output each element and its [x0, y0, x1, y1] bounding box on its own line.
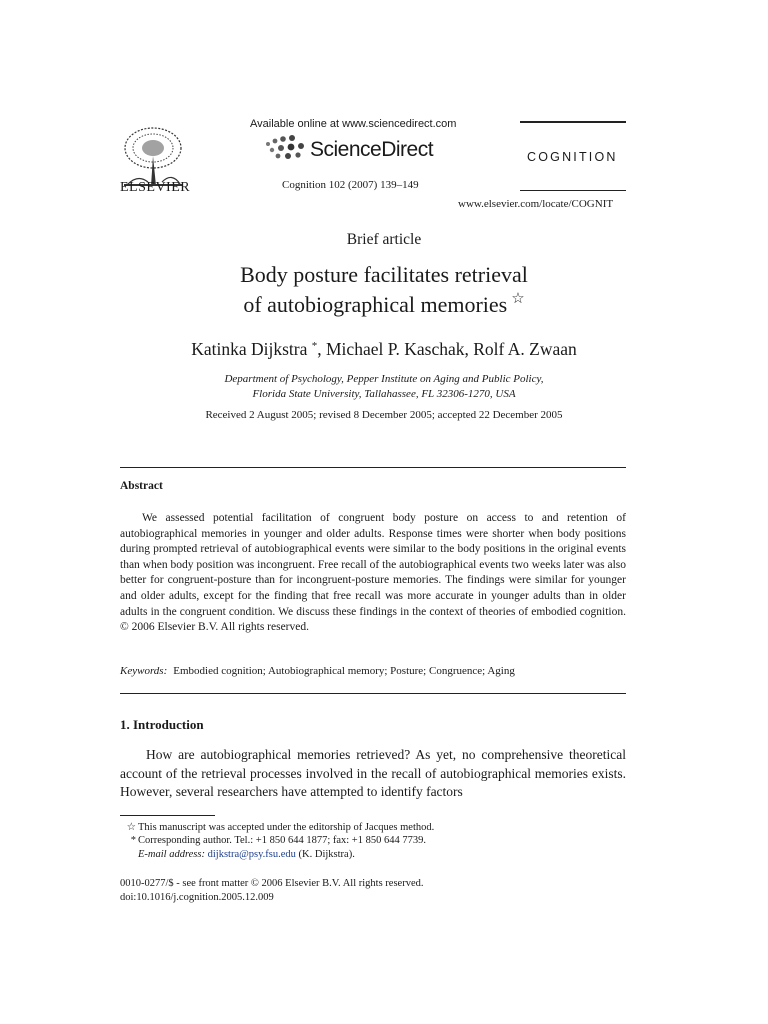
keywords-label: Keywords: — [120, 665, 168, 677]
email-link[interactable]: dijkstra@psy.fsu.edu — [207, 849, 296, 860]
abstract-paragraph: We assessed potential facilitation of congruent body posture on access to and retention of autobiographical memories in younger and older adults. Response times were shorter when body positions during prompted retrieval of autobiographical events were similar to the body positions in the original events than when body position was incongruent. Free recall of the autobiographical events two weeks later was also better for congruent-posture than for incongruent-posture memories. The findings were similar for younger and older adults, except for the finding that free recall was more accurate in younger adults than in older adults in the congruent condition. We discuss these findings in the context of theories of embodied cognition. — [120, 512, 626, 618]
article-title-line1: Body posture facilitates retrieval — [240, 262, 528, 287]
email-label: E-mail address: — [138, 849, 205, 860]
sciencedirect-wordmark: ScienceDirect — [310, 138, 434, 161]
journal-citation: Cognition 102 (2007) 139–149 — [282, 179, 419, 191]
sciencedirect-dots-icon — [262, 134, 312, 164]
corresponding-author-mark[interactable]: * — [311, 340, 318, 352]
available-online-link[interactable]: Available online at www.sciencedirect.com — [250, 118, 457, 130]
section-heading-introduction: 1. Introduction — [120, 717, 204, 732]
footnote-star-mark: ☆ — [126, 822, 136, 833]
introduction-paragraph: How are autobiographical memories retrieved? As yet, no comprehensive theoretical account of the retrieval processes involved in the recall of autobiographical memories exists. However, several researchers have attempted to identify factors — [120, 747, 626, 799]
article-title-line2-text: of autobiographical memories — [243, 292, 508, 317]
author-names-rest: , Michael P. Kaschak, Rolf A. Zwaan — [317, 339, 577, 359]
front-matter-notice: 0010-0277/$ - see front matter © 2006 Elsevier B.V. All rights reserved. — [120, 878, 424, 889]
journal-rule-bottom — [520, 190, 626, 191]
author-list — [0, 339, 768, 360]
footnote-asterisk-mark: * — [130, 835, 136, 846]
journal-url-link[interactable]: www.elsevier.com/locate/COGNIT — [458, 198, 614, 210]
abstract-text — [120, 511, 626, 636]
publisher-name: ELSEVIER — [120, 180, 191, 195]
title-footnote-star[interactable]: ☆ — [511, 291, 525, 307]
author-name: Katinka Dijkstra — [191, 339, 308, 359]
affiliation-line2: Florida State University, Tallahassee, FL 32306-1270, USA — [252, 388, 516, 400]
email-owner: (K. Dijkstra). — [298, 849, 355, 860]
footnote-editorship-text: This manuscript was accepted under the editorship of Jacques method. — [138, 822, 435, 833]
abstract-copyright: © 2006 Elsevier B.V. All rights reserved. — [120, 621, 309, 634]
keywords — [120, 665, 515, 677]
footnote-editorship — [120, 821, 434, 833]
footnote-corresponding — [120, 835, 426, 846]
received-dates: Received 2 August 2005; revised 8 December 2005; accepted 22 December 2005 — [205, 409, 563, 421]
keywords-list: Embodied cognition; Autobiographical memory; Posture; Congruence; Aging — [173, 665, 515, 677]
journal-rule-top — [520, 121, 626, 123]
article-type: Brief article — [346, 231, 422, 248]
footnote-email — [120, 849, 355, 860]
abstract-heading: Abstract — [120, 480, 163, 492]
doi-link[interactable]: doi:10.1016/j.cognition.2005.12.009 — [120, 892, 274, 903]
abstract-rule-top — [120, 467, 626, 468]
article-title-line2 — [0, 289, 768, 318]
footnote-corresponding-text: Corresponding author. Tel.: +1 850 644 1877; fax: +1 850 644 7739. — [138, 835, 426, 846]
footnote-rule — [120, 815, 215, 816]
affiliation-line1: Department of Psychology, Pepper Institute on Aging and Public Policy, — [224, 373, 544, 385]
abstract-rule-bottom — [120, 693, 626, 694]
journal-title: COGNITION — [527, 150, 618, 164]
